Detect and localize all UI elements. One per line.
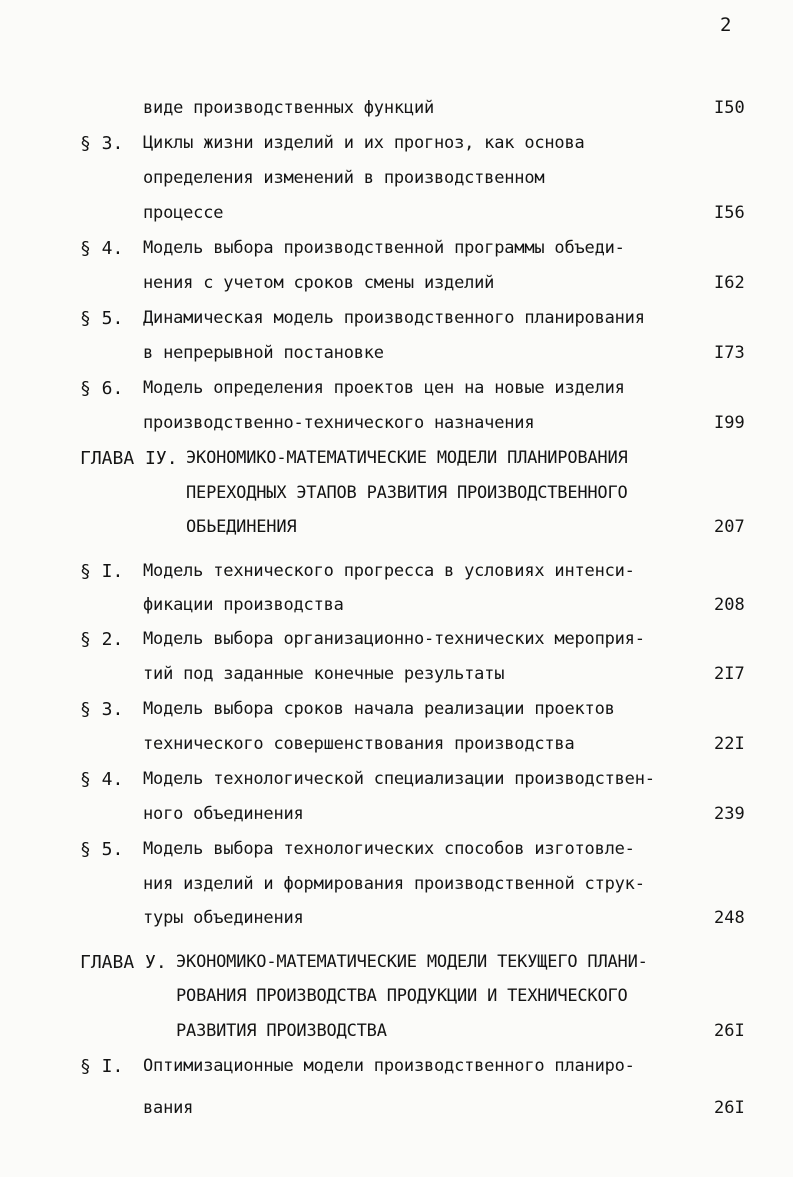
- toc-page-ref: 248: [714, 908, 745, 928]
- toc-entry-line: Модель выбора технологических способов изготовле-: [143, 839, 635, 859]
- chapter-title-line: ЭКОНОМИКО-МАТЕМАТИЧЕСКИЕ МОДЕЛИ ПЛАНИРОВАНИЯ: [186, 448, 628, 468]
- toc-entry-line: Модель выбора организационно-технических мероприя-: [143, 629, 645, 649]
- toc-page-ref: I99: [714, 413, 745, 433]
- chapter-title-line: РАЗВИТИЯ ПРОИЗВОДСТВА: [176, 1021, 387, 1041]
- toc-entry-line: Модель технологической специализации производствен-: [143, 769, 655, 789]
- toc-entry-line: нения с учетом сроков смены изделий: [143, 273, 495, 293]
- toc-page-ref: 22I: [714, 734, 745, 754]
- chapter-title-line: ЭКОНОМИКО-МАТЕМАТИЧЕСКИЕ МОДЕЛИ ТЕКУЩЕГО ПЛАНИ-: [176, 952, 648, 972]
- toc-entry-line: ния изделий и формирования производственной струк-: [143, 874, 645, 894]
- toc-entry-line: фикации производства: [143, 595, 344, 615]
- toc-entry-line: производственно-технического назначения: [143, 413, 535, 433]
- toc-page-ref: I50: [714, 98, 745, 118]
- section-marker: § I.: [80, 561, 124, 582]
- toc-entry-line: вания: [143, 1098, 194, 1118]
- toc-page-ref: 26I: [714, 1098, 745, 1118]
- toc-entry-line: Модель выбора производственной программы объеди-: [143, 238, 625, 258]
- toc-entry-line: определения изменений в производственном: [143, 168, 545, 188]
- toc-page-ref: 26I: [714, 1021, 745, 1041]
- chapter-marker: ГЛАВА У.: [80, 952, 167, 973]
- toc-entry-line: тий под заданные конечные результаты: [143, 664, 505, 684]
- toc-entry-line: виде производственных функций: [143, 98, 435, 118]
- toc-page-ref: I62: [714, 273, 745, 293]
- section-marker: § 5.: [80, 308, 124, 329]
- chapter-title-line: ПЕРЕХОДНЫХ ЭТАПОВ РАЗВИТИЯ ПРОИЗВОДСТВЕННОГО: [186, 483, 628, 503]
- chapter-title-line: РОВАНИЯ ПРОИЗВОДСТВА ПРОДУКЦИИ И ТЕХНИЧЕСКОГО: [176, 986, 628, 1006]
- section-marker: § 4.: [80, 238, 124, 259]
- chapter-title-line: ОБЬЕДИНЕНИЯ: [186, 517, 297, 537]
- toc-entry-line: ного объединения: [143, 804, 304, 824]
- section-marker: § 3.: [80, 133, 124, 154]
- chapter-marker: ГЛАВА IУ.: [80, 448, 178, 469]
- toc-entry-line: в непрерывной постановке: [143, 343, 384, 363]
- toc-entry-line: процессе: [143, 203, 224, 223]
- page-number: 2: [720, 14, 732, 36]
- toc-entry-line: туры объединения: [143, 908, 304, 928]
- section-marker: § 5.: [80, 839, 124, 860]
- toc-entry-line: Динамическая модель производственного планирования: [143, 308, 645, 328]
- toc-entry-line: Циклы жизни изделий и их прогноз, как основа: [143, 133, 585, 153]
- toc-entry-line: Модель выбора сроков начала реализации проектов: [143, 699, 615, 719]
- toc-entry-line: Модель технического прогресса в условиях интенси-: [143, 561, 635, 581]
- section-marker: § 4.: [80, 769, 124, 790]
- toc-page-ref: 239: [714, 804, 745, 824]
- toc-page-ref: 2I7: [714, 664, 745, 684]
- toc-entry-line: технического совершенствования производства: [143, 734, 575, 754]
- section-marker: § 6.: [80, 378, 124, 399]
- toc-page-ref: I56: [714, 203, 745, 223]
- toc-entry-line: Оптимизационные модели производственного планиро-: [143, 1056, 635, 1076]
- section-marker: § I.: [80, 1056, 124, 1077]
- toc-page-ref: 207: [714, 517, 745, 537]
- section-marker: § 2.: [80, 629, 124, 650]
- toc-page-ref: 208: [714, 595, 745, 615]
- toc-page-ref: I73: [714, 343, 745, 363]
- section-marker: § 3.: [80, 699, 124, 720]
- toc-entry-line: Модель определения проектов цен на новые изделия: [143, 378, 625, 398]
